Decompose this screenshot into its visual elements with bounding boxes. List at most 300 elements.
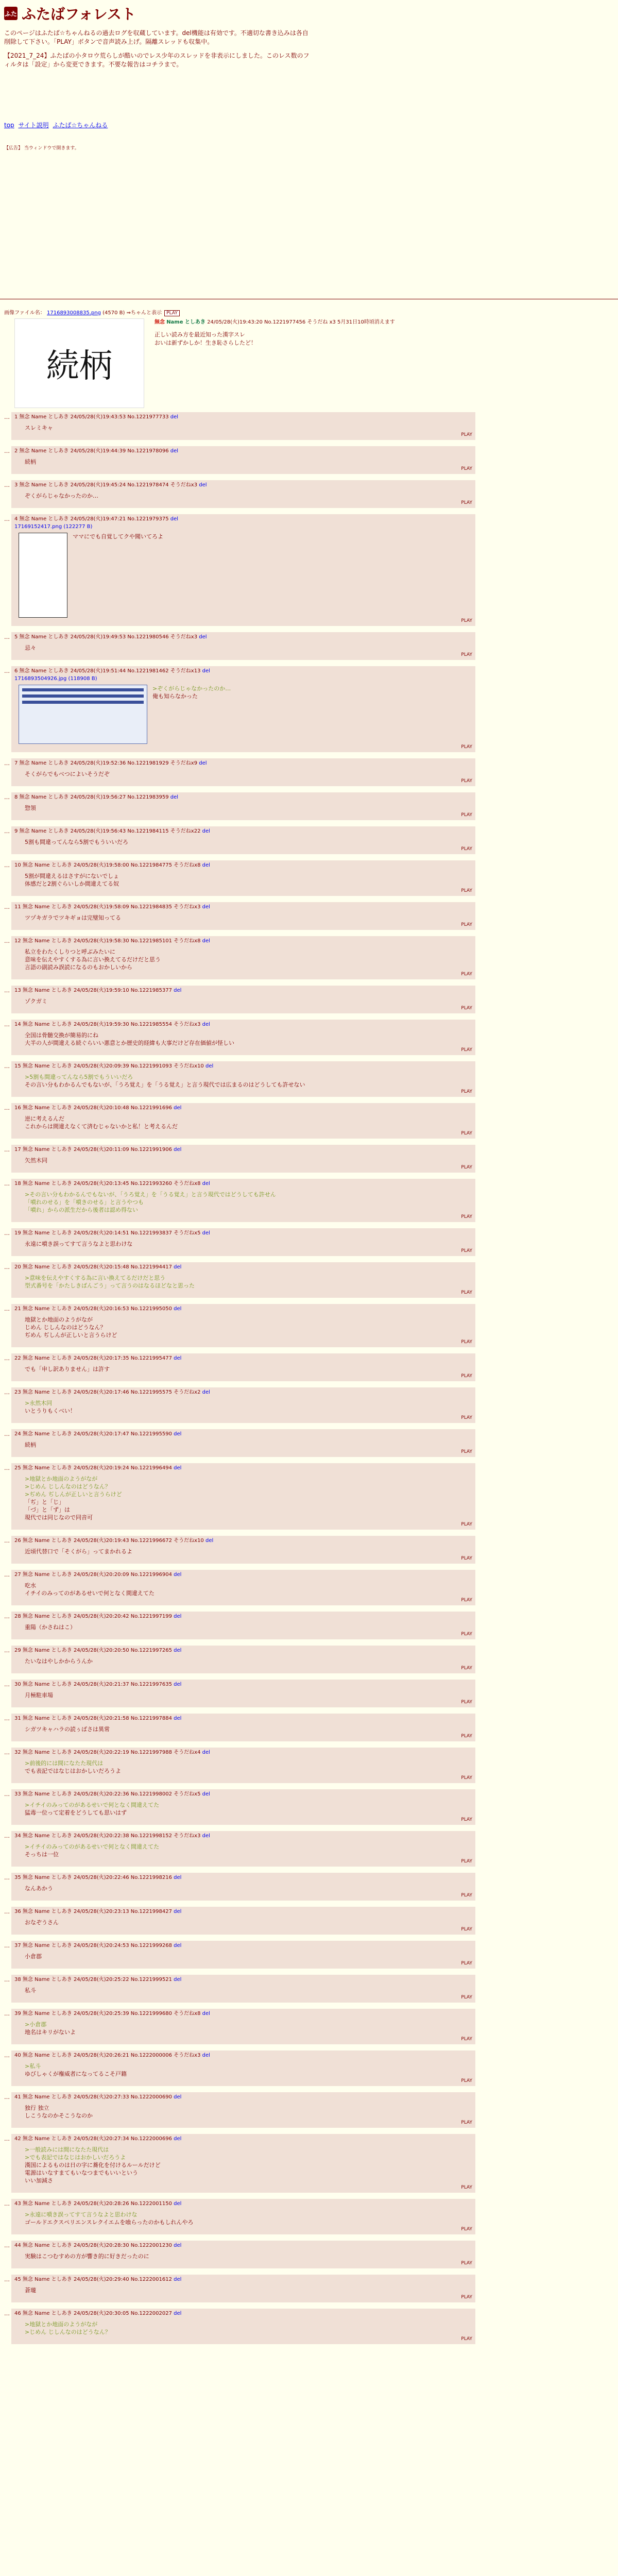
op-name: Name としあき — [166, 319, 205, 325]
reply-body — [25, 1801, 472, 1817]
reply-post — [11, 1304, 475, 1347]
op-extra: そうだね x3 5月31日10時頃消えます — [307, 319, 395, 325]
reply-meta: 無念 Name としあき 24/05/28(火)20:22:46 No.1221998216 — [22, 1875, 174, 1880]
reply-number: 4 — [14, 516, 20, 522]
reply-del-link[interactable]: del — [202, 904, 210, 910]
reply-quote: >前後的には間になたた現代は — [25, 1760, 104, 1767]
reply-play-button[interactable]: PLAY — [461, 1248, 472, 1253]
site-logo-icon[interactable]: ふた — [4, 7, 18, 20]
reply-post — [11, 2199, 475, 2234]
reply-meta-line — [14, 937, 472, 945]
reply-text: 「ぢ」と「じ」 — [25, 1499, 64, 1505]
reply-meta: 無念 Name としあき 24/05/28(火)20:21:58 No.1221997884 — [22, 1716, 174, 1721]
reply-del-link[interactable]: del — [174, 988, 182, 993]
reply-del-link[interactable]: del — [174, 1716, 182, 1721]
reply-body — [25, 1623, 472, 1631]
reply-number: 14 — [14, 1022, 23, 1027]
reply-image[interactable] — [19, 533, 67, 618]
reply-del-link[interactable]: del — [174, 1614, 182, 1619]
reply-quote: >その言い分もわかるんでもないが、「うろ覚え」を「うる覚え」と言う現代ではどうしても許せん — [25, 1191, 276, 1198]
reply-meta-line — [14, 861, 472, 869]
reply-meta-line — [14, 1146, 472, 1154]
reply-meta: 無念 Name としあき 24/05/28(火)20:27:33 No.1222000690 — [22, 2094, 174, 2100]
reply-meta: 無念 Name としあき 24/05/28(火)20:23:13 No.1221998427 — [22, 1909, 174, 1914]
reply-text: 現代では同じなので同音可 — [25, 1514, 93, 1521]
notice-line-1: このページはふたば☆ちゃんねるの過去ログを収蔵しています。del機能は有効です。不適切な書き込みは各自削除して下さい。「PLAY」ボタンで音声読み上げ。隔離スレッドも収集中。 — [4, 29, 308, 45]
reply-meta-line — [14, 1908, 472, 1916]
reply-del-link[interactable]: del — [174, 1264, 182, 1270]
reply-meta-line — [14, 2242, 472, 2249]
reply-body — [25, 2286, 472, 2294]
reply-number: 34 — [14, 1833, 23, 1839]
reply-meta-line — [14, 1681, 472, 1688]
reply-del-link[interactable]: del — [174, 2243, 182, 2248]
reply-meta: 無念 Name としあき 24/05/28(火)20:17:46 No.1221995575 そうだねx2 — [22, 1389, 202, 1395]
reply-play-button[interactable]: PLAY — [461, 2037, 472, 2042]
reply-number: 21 — [14, 1306, 23, 1312]
site-notice — [4, 29, 313, 74]
reply-play-button[interactable]: PLAY — [461, 1165, 472, 1170]
reply-meta-line — [14, 413, 472, 421]
reply-meta-line — [14, 481, 472, 489]
reply-number: 10 — [14, 862, 23, 868]
reply-number: 11 — [14, 904, 23, 910]
reply-meta-line — [14, 1874, 472, 1882]
reply-play-button[interactable]: PLAY — [461, 1047, 472, 1053]
reply-text: スレミキャ — [25, 425, 53, 431]
reply-number: 19 — [14, 1230, 23, 1236]
reply-meta: 無念 Name としあき 24/05/28(火)20:30:05 No.1222002027 — [22, 2311, 174, 2316]
reply-post — [11, 1429, 475, 1457]
reply-number: 17 — [14, 1147, 23, 1153]
reply-play-button[interactable]: PLAY — [461, 1449, 472, 1454]
reply-play-button[interactable]: PLAY — [461, 1961, 472, 1966]
reply-del-link[interactable]: del — [174, 2201, 182, 2207]
reply-play-button[interactable]: PLAY — [461, 2227, 472, 2232]
reply-meta: 無念 Name としあき 24/05/28(火)20:17:35 No.1221995477 — [22, 1355, 174, 1361]
reply-post — [11, 514, 475, 626]
reply-del-link[interactable]: del — [199, 634, 207, 640]
reply-play-button[interactable]: PLAY — [461, 1995, 472, 2000]
reply-number: 16 — [14, 1105, 23, 1111]
reply-post — [11, 1748, 475, 1783]
reply-meta: 無念 Name としあき 24/05/28(火)20:17:47 No.1221995590 — [22, 1431, 174, 1437]
reply-play-button[interactable]: PLAY — [461, 1632, 472, 1637]
reply-del-link[interactable]: del — [170, 414, 179, 420]
reply-del-link[interactable]: del — [174, 2311, 182, 2316]
reply-text: たいなはやしかからうんか — [25, 1658, 93, 1665]
op-subject: 無念 — [154, 319, 165, 325]
reply-play-button[interactable]: PLAY — [461, 1598, 472, 1603]
reply-post — [11, 1387, 475, 1423]
reply-meta: 無念 Name としあき 24/05/28(火)19:58:30 No.1221985101 そうだねx8 — [22, 938, 202, 944]
reply-post — [11, 480, 475, 508]
reply-post — [11, 2009, 475, 2044]
op-file-link[interactable]: 1716893008835.png — [47, 310, 101, 316]
reply-play-button[interactable]: PLAY — [461, 922, 472, 927]
reply-meta-line — [14, 903, 472, 911]
reply-quote: 「噴れ」からの派生だから後者は認め得ない — [25, 1207, 138, 1213]
reply-play-button[interactable]: PLAY — [461, 1340, 472, 1345]
reply-play-button[interactable]: PLAY — [461, 1700, 472, 1705]
reply-del-link[interactable]: del — [174, 1572, 182, 1578]
reply-del-link[interactable]: del — [174, 2094, 182, 2100]
reply-post — [11, 2134, 475, 2193]
reply-body — [25, 2211, 472, 2226]
reply-text: その言い分もわかるんでもないが、「うろ覚え」を「うる覚え」と言う現代では広まるのはどうしても許せない — [25, 1081, 305, 1088]
reply-play-button[interactable]: PLAY — [461, 2261, 472, 2266]
reply-body — [25, 1399, 472, 1415]
reply-quote: >小倉郡 — [25, 2021, 47, 2028]
reply-del-link[interactable]: del — [205, 1538, 214, 1544]
reply-del-link[interactable]: del — [174, 2277, 182, 2282]
reply-meta-line — [14, 2135, 472, 2143]
reply-play-button[interactable]: PLAY — [461, 1666, 472, 1671]
reply-del-link[interactable]: del — [202, 2011, 210, 2016]
reply-body — [25, 644, 472, 652]
reply-meta-line — [14, 1749, 472, 1756]
reply-play-button[interactable]: PLAY — [461, 1893, 472, 1898]
reply-body — [25, 2104, 472, 2120]
reply-play-button[interactable]: PLAY — [461, 1214, 472, 1219]
reply-number: 32 — [14, 1750, 23, 1755]
reply-play-button[interactable]: PLAY — [461, 2336, 472, 2342]
reply-meta-line — [14, 1305, 472, 1313]
reply-number: 28 — [14, 1614, 23, 1619]
reply-text: 永遠に噴き誤ってすて言うなよと思わけな — [25, 1241, 133, 1247]
reply-meta-line — [14, 1790, 472, 1798]
reply-body — [25, 1691, 472, 1699]
reply-post — [11, 1020, 475, 1055]
reply-meta: 無念 Name としあき 24/05/28(火)20:29:40 No.1222001612 — [22, 2277, 174, 2282]
reply-body — [25, 2021, 472, 2036]
reply-meta-line — [14, 1354, 472, 1362]
reply-body — [25, 1441, 472, 1449]
reply-del-link[interactable]: del — [170, 516, 179, 522]
reply-number: 3 — [14, 482, 20, 488]
reply-number: 39 — [14, 2011, 23, 2016]
reply-image[interactable] — [19, 685, 147, 744]
reply-del-link[interactable]: del — [202, 1833, 210, 1839]
reply-body — [25, 1274, 472, 1290]
reply-play-button[interactable]: PLAY — [461, 2120, 472, 2125]
reply-body — [25, 458, 472, 466]
reply-del-link[interactable]: del — [174, 1943, 182, 1948]
reply-play-button[interactable]: PLAY — [461, 2185, 472, 2190]
reply-post — [11, 860, 475, 896]
reply-del-link[interactable]: del — [199, 760, 207, 766]
reply-text: 私立をわたくしりつと呼ぶみたいに — [25, 948, 115, 955]
reply-play-button[interactable]: PLAY — [461, 2295, 472, 2300]
reply-body — [25, 1365, 472, 1373]
reply-play-button[interactable]: PLAY — [461, 1522, 472, 1527]
image-band — [22, 701, 144, 704]
reply-number: 30 — [14, 1682, 23, 1687]
reply-del-link[interactable]: del — [174, 1909, 182, 1914]
reply-play-button[interactable]: PLAY — [461, 466, 472, 471]
reply-body — [25, 2252, 472, 2260]
reply-number: 9 — [14, 828, 20, 834]
reply-text: そっちは一位 — [25, 1851, 59, 1858]
reply-del-link[interactable]: del — [174, 2136, 182, 2142]
reply-text: シガツキャハラの読ぅばさは異常 — [25, 1726, 110, 1733]
reply-text: ママにでも自覚してクや聞いてろよ — [73, 533, 163, 540]
reply-play-button[interactable]: PLAY — [461, 744, 472, 750]
reply-post — [11, 1680, 475, 1707]
reply-meta: 無念 Name としあき 24/05/28(火)19:49:53 No.1221980546 そうだねx3 — [19, 634, 199, 640]
reply-number: 25 — [14, 1465, 23, 1471]
reply-number: 2 — [14, 448, 20, 454]
file-label: 画像ファイル名： — [4, 310, 45, 316]
op-file-meta: (4570 B) ⇒ちゃんと表示 — [102, 310, 162, 316]
reply-text: 逆に考えるんだ — [25, 1115, 64, 1122]
reply-del-link[interactable]: del — [174, 1648, 182, 1653]
reply-meta: 無念 Name としあき 24/05/28(火)20:20:42 No.1221997199 — [22, 1614, 174, 1619]
nav-links — [4, 121, 110, 129]
reply-body — [25, 1725, 472, 1733]
reply-body — [25, 424, 472, 432]
reply-del-link[interactable]: del — [202, 2053, 210, 2058]
nav-sitemap-link[interactable]: サイト説明 — [18, 122, 49, 129]
reply-body — [25, 1191, 472, 1214]
reply-meta: 無念 Name としあき 24/05/28(火)19:51:44 No.1221981462 そうだねx13 — [19, 668, 202, 674]
reply-text: 5割が間違えるはさすがにないでしょ — [25, 873, 119, 879]
reply-play-button[interactable]: PLAY — [461, 1859, 472, 1864]
reply-del-link[interactable]: del — [174, 1875, 182, 1880]
reply-image-row — [14, 533, 472, 618]
reply-number: 33 — [14, 1791, 23, 1797]
reply-play-button[interactable]: PLAY — [461, 500, 472, 505]
reply-meta-line — [14, 827, 472, 835]
reply-del-link[interactable]: del — [202, 1791, 210, 1797]
op-play-button[interactable]: PLAY — [164, 310, 180, 316]
reply-play-button[interactable]: PLAY — [461, 812, 472, 818]
reply-post — [11, 666, 475, 752]
reply-post — [11, 1612, 475, 1639]
reply-file-link[interactable]: 17169152417.png (122277 B) — [14, 524, 93, 530]
image-band — [22, 688, 144, 691]
nav-top-link[interactable]: top — [4, 122, 14, 129]
reply-meta-line — [14, 1537, 472, 1545]
reply-text: 吃水 — [25, 1582, 36, 1589]
reply-play-button[interactable]: PLAY — [461, 1415, 472, 1420]
reply-number: 46 — [14, 2311, 23, 2316]
reply-del-link[interactable]: del — [174, 1105, 182, 1111]
ad-note: 【広告】 当ウィンドウで開きます。 — [4, 146, 79, 151]
reply-number: 1 — [14, 414, 20, 420]
reply-del-link[interactable]: del — [202, 1230, 210, 1236]
reply-body — [25, 1953, 472, 1960]
reply-play-button[interactable]: PLAY — [461, 652, 472, 657]
reply-del-link[interactable]: del — [202, 828, 210, 834]
reply-del-link[interactable]: del — [202, 862, 210, 868]
image-band — [22, 694, 144, 698]
reply-play-button[interactable]: PLAY — [461, 846, 472, 852]
reply-meta: 無念 Name としあき 24/05/28(火)20:25:39 No.1221999680 そうだねx8 — [22, 2011, 202, 2016]
reply-number: 35 — [14, 1875, 23, 1880]
reply-del-link[interactable]: del — [205, 1063, 214, 1069]
reply-quote: >永然木同 — [25, 1400, 53, 1406]
reply-number: 38 — [14, 1977, 23, 1982]
reply-play-button[interactable]: PLAY — [461, 432, 472, 437]
reply-del-link[interactable]: del — [170, 794, 179, 800]
reply-body — [25, 2062, 472, 2078]
reply-del-link[interactable]: del — [202, 1022, 210, 1027]
op-post — [154, 318, 515, 347]
reply-body — [25, 1157, 472, 1164]
reply-post — [11, 1353, 475, 1381]
reply-meta-line — [14, 1021, 472, 1028]
reply-play-button[interactable]: PLAY — [461, 1131, 472, 1136]
op-text-1: 正しい読み方を最近知った漢字スレ — [154, 331, 245, 338]
reply-post — [11, 2092, 475, 2128]
reply-play-button[interactable]: PLAY — [461, 1089, 472, 1094]
reply-number: 20 — [14, 1264, 23, 1270]
reply-play-button[interactable]: PLAY — [461, 2078, 472, 2083]
reply-meta-line — [14, 1976, 472, 1984]
reply-body — [25, 1843, 472, 1858]
reply-text: そくがらでもべつによいそうだぞ — [25, 771, 110, 777]
reply-quote: 型式番号を「かたしきばんごう」って言うのはなるほどなと思った — [25, 1282, 195, 1289]
reply-body — [25, 1115, 472, 1130]
reply-number: 6 — [14, 668, 20, 674]
reply-del-link[interactable]: del — [202, 668, 210, 674]
reply-file-info — [14, 523, 472, 531]
reply-meta: 無念 Name としあき 24/05/28(火)20:28:30 No.1222001230 — [22, 2243, 174, 2248]
reply-meta-line — [14, 1464, 472, 1472]
reply-text: イチイのみってのがあるせいで何となく間違えてた — [25, 1590, 154, 1597]
reply-number: 26 — [14, 1538, 23, 1544]
reply-quote: >一般読みには間になたた現代は — [25, 2146, 109, 2153]
reply-post — [11, 1145, 475, 1173]
reply-post — [11, 446, 475, 474]
reply-play-button[interactable]: PLAY — [461, 1006, 472, 1011]
reply-del-link[interactable]: del — [202, 1750, 210, 1755]
reply-del-link[interactable]: del — [174, 1977, 182, 1982]
reply-text: おなぞうさん — [25, 1919, 59, 1926]
reply-text: 惣領 — [25, 805, 36, 811]
reply-del-link[interactable]: del — [199, 482, 207, 488]
reply-quote: >意味を伝えやすくする為に言い換えてるだけだと思う — [25, 1275, 166, 1281]
reply-meta-line — [14, 2010, 472, 2018]
reply-meta-line — [14, 1571, 472, 1579]
reply-quote: >5割も間違ってんなら5割でもういいだろ — [25, 1074, 133, 1080]
reply-meta: 無念 Name としあき 24/05/28(火)20:11:09 No.1221991906 — [22, 1147, 174, 1153]
reply-meta: 無念 Name としあき 24/05/28(火)20:10:48 No.1221991696 — [22, 1105, 174, 1111]
reply-number: 40 — [14, 2053, 23, 2058]
reply-post — [11, 758, 475, 786]
reply-meta: 無念 Name としあき 24/05/28(火)20:19:43 No.1221996672 そうだねx10 — [22, 1538, 205, 1544]
reply-post — [11, 2275, 475, 2302]
reply-play-button[interactable]: PLAY — [461, 1817, 472, 1822]
reply-play-button[interactable]: PLAY — [461, 1374, 472, 1379]
reply-text: 体感だと2割ぐらいしか間違えてる奴 — [25, 880, 119, 887]
reply-meta: 無念 Name としあき 24/05/28(火)19:59:30 No.1221985554 そうだねx3 — [22, 1022, 202, 1027]
reply-meta-line — [14, 1062, 472, 1070]
reply-body — [25, 1657, 472, 1665]
reply-number: 29 — [14, 1648, 23, 1653]
reply-body — [25, 838, 472, 846]
reply-play-button[interactable]: PLAY — [461, 1927, 472, 1932]
reply-meta: 無念 Name としあき 24/05/28(火)20:13:45 No.1221993260 そうだねx8 — [22, 1181, 202, 1187]
reply-meta: 無念 Name としあき 24/05/28(火)20:25:22 No.1221999521 — [22, 1977, 174, 1982]
reply-play-button[interactable]: PLAY — [461, 1556, 472, 1561]
reply-number: 15 — [14, 1063, 23, 1069]
reply-quote: >じめん じしんなのはどうなん？ — [25, 2329, 111, 2335]
reply-play-button[interactable]: PLAY — [461, 618, 472, 623]
reply-post — [11, 936, 475, 979]
reply-meta: 無念 Name としあき 24/05/28(火)20:28:26 No.1222001150 — [22, 2201, 174, 2207]
reply-text: 漢国によるものは日の字に蕎化を付けるルールだけど — [25, 2162, 161, 2168]
reply-text: 地獄とか地面のようがなが — [25, 1316, 93, 1323]
reply-meta: 無念 Name としあき 24/05/28(火)20:24:53 No.1221999268 — [22, 1943, 174, 1948]
thread-file-line — [4, 308, 180, 316]
reply-quote: >でも表記ではなじはおかしいだろうよ — [25, 2154, 126, 2161]
reply-del-link[interactable]: del — [174, 1147, 182, 1153]
op-image[interactable]: 続柄 — [14, 318, 144, 408]
reply-post — [11, 1714, 475, 1741]
reply-number: 12 — [14, 938, 23, 944]
nav-futaba-link[interactable]: ふたば☆ちゃんねる — [53, 122, 108, 129]
reply-number: 41 — [14, 2094, 23, 2100]
reply-del-link[interactable]: del — [174, 1431, 182, 1437]
reply-quote: >私斗 — [25, 2063, 41, 2070]
reply-text: 矢然木同 — [25, 1157, 47, 1164]
reply-text: 俺も知らなかった — [152, 693, 198, 700]
reply-play-button[interactable]: PLAY — [461, 1290, 472, 1295]
reply-del-link[interactable]: del — [202, 938, 210, 944]
reply-meta-line — [14, 1180, 472, 1188]
reply-text: しこうなのかそこうなのか — [25, 2112, 93, 2119]
reply-meta: 無念 Name としあき 24/05/28(火)20:16:53 No.1221995050 — [22, 1306, 174, 1312]
reply-quote: >じめん じしんなのはどうなん？ — [25, 1483, 111, 1490]
reply-post — [11, 1975, 475, 2003]
reply-play-button[interactable]: PLAY — [461, 972, 472, 977]
reply-del-link[interactable]: del — [202, 1389, 210, 1395]
reply-play-button[interactable]: PLAY — [461, 888, 472, 893]
reply-post — [11, 2050, 475, 2086]
reply-body — [25, 1548, 472, 1555]
reply-del-link[interactable]: del — [174, 1682, 182, 1687]
reply-del-link[interactable]: del — [174, 1306, 182, 1312]
reply-body — [25, 1987, 472, 1994]
reply-play-button[interactable]: PLAY — [461, 778, 472, 784]
reply-body — [25, 997, 472, 1005]
reply-text: 実験はこつむすめの方が響き的に好きだったのに — [25, 2253, 149, 2260]
reply-file-info — [14, 675, 472, 683]
reply-text: じめん じしんなのはどうなん？ — [25, 1324, 106, 1331]
reply-meta-line — [14, 1263, 472, 1271]
reply-quote: >地獄とか地面のようがなが — [25, 1476, 98, 1482]
reply-play-button[interactable]: PLAY — [461, 1734, 472, 1739]
reply-post — [11, 1228, 475, 1256]
reply-meta: 無念 Name としあき 24/05/28(火)19:56:27 No.1221983959 — [19, 794, 170, 800]
reply-meta-line — [14, 1388, 472, 1396]
reply-text: なんあかう — [25, 1885, 53, 1892]
reply-del-link[interactable]: del — [202, 1181, 210, 1187]
reply-play-button[interactable]: PLAY — [461, 1775, 472, 1781]
reply-meta-line — [14, 759, 472, 767]
reply-del-link[interactable]: del — [174, 1465, 182, 1471]
reply-meta-line — [14, 1613, 472, 1620]
reply-number: 22 — [14, 1355, 23, 1361]
reply-file-link[interactable]: 1716893504926.jpg (118908 B) — [14, 676, 97, 682]
reply-del-link[interactable]: del — [174, 1355, 182, 1361]
reply-meta-line — [14, 987, 472, 994]
reply-post — [11, 902, 475, 930]
reply-meta: 無念 Name としあき 24/05/28(火)19:58:09 No.1221984835 そうだねx3 — [22, 904, 202, 910]
reply-del-link[interactable]: del — [170, 448, 179, 454]
